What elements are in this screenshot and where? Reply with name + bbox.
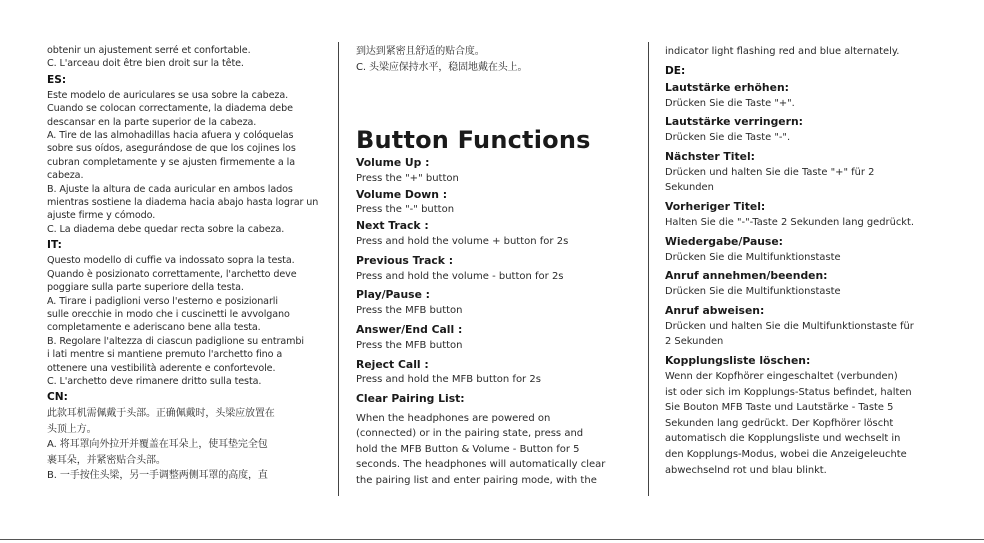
de-item-line: Wenn der Kopfhörer eingeschaltet (verbunden) [665, 370, 898, 382]
cn-line: 此款耳机需佩戴于头部。正确佩戴时，头梁应放置在 [47, 408, 275, 420]
de-item-label: Vorheriger Titel: [665, 199, 766, 213]
clear-pairing-line: When the headphones are powered on [356, 412, 551, 424]
de-item-label: Anruf abweisen: [665, 303, 765, 317]
es-line: cubran completamente y se ajusten firmemente a la [47, 156, 296, 168]
function-desc: Press the "-" button [356, 204, 455, 216]
cn-line: B. 一手按住头梁，另一手调整两侧耳罩的高度，直 [47, 470, 268, 482]
page-bottom-rule [0, 539, 984, 540]
de-item-label: Anruf annehmen/beenden: [665, 269, 828, 283]
function-desc: Press the MFB button [356, 339, 463, 351]
column-middle [356, 44, 631, 488]
de-item-line: Drücken und halten Sie die Taste "+" für 2 [665, 166, 875, 178]
de-item-label: Kopplungsliste löschen: [665, 353, 811, 367]
function-label: Play/Pause : [356, 288, 430, 302]
it-line: poggiare sulla parte superiore della testa. [47, 282, 244, 294]
column-right [665, 44, 935, 481]
cn-line: A. 将耳罩向外拉开并覆盖在耳朵上，使耳垫完全包 [47, 439, 268, 451]
function-desc: Press the MFB button [356, 305, 463, 317]
function-label: Volume Down : [356, 187, 448, 201]
function-desc: Press the "+" button [356, 172, 459, 184]
de-item-label: Wiedergabe/Pause: [665, 234, 783, 248]
continued-line: indicator light flashing red and blue alternately. [665, 46, 900, 57]
it-line: C. L'archetto deve rimanere dritto sulla testa. [47, 375, 262, 387]
cn-line: C. 头梁应保持水平，稳固地戴在头上。 [356, 61, 528, 73]
es-line: mientras sostiene la diadema hacia abajo hasta lograr un [47, 197, 319, 209]
it-line: sulle orecchie in modo che i cuscinetti le avvolgano [47, 308, 290, 320]
column-divider-right [648, 42, 649, 496]
clear-pairing-line: hold the MFB Button & Volume - Button for 5 [356, 443, 580, 455]
cn-heading: CN: [47, 391, 68, 404]
de-item-line: Drücken Sie die Taste "+". [665, 97, 795, 109]
fr-line: obtenir un ajustement serré et confortable. [47, 45, 251, 56]
de-item-line: Drücken Sie die Taste "-". [665, 132, 791, 144]
cn-line: 头顶上方。 [47, 423, 97, 435]
de-item-line: Halten Sie die "-"-Taste 2 Sekunden lang gedrückt. [665, 216, 914, 228]
function-desc: Press and hold the volume - button for 2s [356, 270, 564, 282]
clear-pairing-label: Clear Pairing List: [356, 392, 465, 406]
it-line: Quando è posizionato correttamente, l'archetto deve [47, 268, 297, 280]
it-line: completamente e aderiscano bene alla testa. [47, 322, 261, 334]
it-line: A. Tirare i padiglioni verso l'esterno e posizionarli [47, 295, 278, 307]
clear-pairing-line: (connected) or in the pairing state, press and [356, 428, 584, 440]
function-label: Next Track : [356, 219, 429, 233]
clear-pairing-line: seconds. The headphones will automatically clear [356, 459, 606, 471]
es-line: A. Tire de las almohadillas hacia afuera y colóquelas [47, 130, 294, 142]
de-item-line: automatisch die Kopplungsliste und wechselt in [665, 433, 901, 445]
es-line: cabeza. [47, 170, 84, 182]
de-item-line: Drücken Sie die Multifunktionstaste [665, 286, 841, 298]
de-item-line: abwechselnd rot und blau blinkt. [665, 464, 827, 476]
function-label: Volume Up : [356, 156, 430, 169]
clear-pairing-line: the pairing list and enter pairing mode, with the [356, 474, 597, 486]
de-item-line: Sie Bouton MFB Taste und Lautstärke - Taste 5 [665, 402, 894, 414]
de-item-line: Drücken Sie die Multifunktionstaste [665, 251, 841, 263]
es-line: descansar en la parte superior de la cabeza. [47, 116, 257, 128]
fr-line: C. L'arceau doit être bien droit sur la tête. [47, 58, 244, 70]
de-item-line: 2 Sekunden [665, 336, 724, 348]
it-line: B. Regolare l'altezza di ciascun padiglione su entrambi [47, 335, 304, 347]
es-line: ajuste firme y cómodo. [47, 210, 156, 222]
function-label: Answer/End Call : [356, 322, 463, 336]
function-label: Reject Call : [356, 357, 429, 371]
es-line: Cuando se colocan correctamente, la diadema debe [47, 103, 293, 115]
cn-line: 到达到紧密且舒适的贴合度。 [356, 46, 485, 57]
de-item-label: Nächster Titel: [665, 149, 755, 163]
es-line: Este modelo de auriculares se usa sobre la cabeza. [47, 89, 289, 101]
de-heading: DE: [665, 64, 686, 77]
it-heading: IT: [47, 239, 62, 252]
de-item-line: ist oder sich im Kopplungs-Status befindet, halten [665, 386, 912, 398]
cn-line: 裹耳朵，并紧密贴合头部。 [47, 454, 166, 466]
function-desc: Press and hold the volume + button for 2s [356, 235, 569, 247]
es-line: C. La diadema debe quedar recta sobre la cabeza. [47, 223, 285, 235]
de-item-label: Lautstärke erhöhen: [665, 80, 789, 94]
es-line: B. Ajuste la altura de cada auricular en ambos lados [47, 183, 293, 195]
column-divider-left [338, 42, 339, 496]
de-item-label: Lautstärke verringern: [665, 115, 803, 129]
de-item-line: den Kopplungs-Modus, wobei die Anzeigeleuchte [665, 448, 907, 460]
it-line: i lati mentre si mantiene premuto l'archetto fino a [47, 349, 283, 361]
it-line: Questo modello di cuffie va indossato sopra la testa. [47, 255, 295, 267]
function-desc: Press and hold the MFB button for 2s [356, 374, 541, 386]
es-heading: ES: [47, 73, 67, 86]
de-item-line: Sekunden lang gedrückt. Der Kopfhörer löscht [665, 417, 894, 429]
es-line: sobre sus oídos, asegurándose de que los cojines los [47, 143, 296, 155]
column-left [47, 44, 322, 484]
function-label: Previous Track : [356, 253, 454, 267]
de-item-line: Drücken und halten Sie die Multifunktionstaste für [665, 320, 914, 332]
de-item-line: Sekunden [665, 182, 714, 194]
it-line: ottenere una vestibilità aderente e confortevole. [47, 362, 276, 374]
section-title: Button Functions [356, 126, 591, 154]
